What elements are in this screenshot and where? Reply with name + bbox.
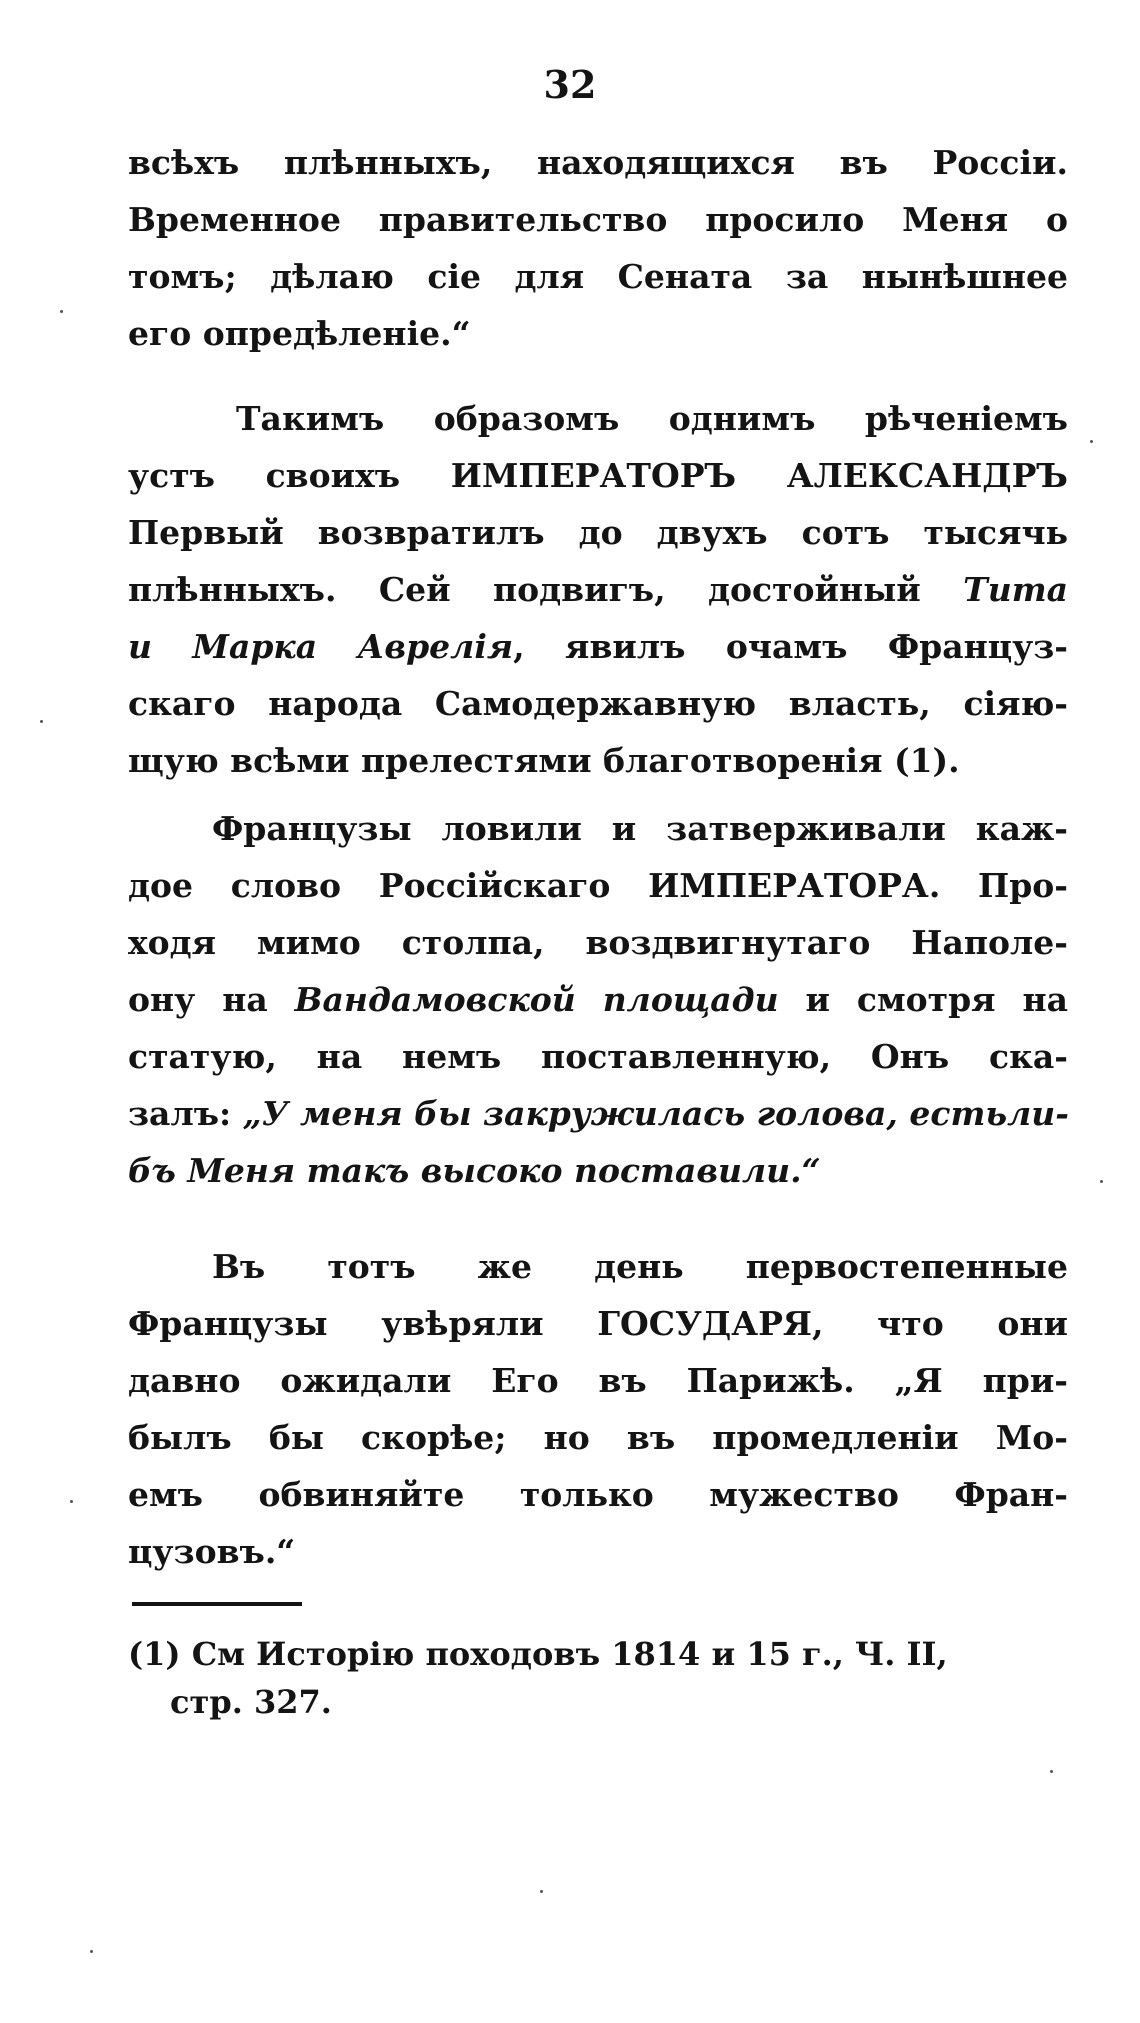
italic-phrase: бъ Меня такъ высоко поставили.“ bbox=[128, 1151, 821, 1190]
footnote-line: стр. 327. bbox=[170, 1683, 332, 1721]
scan-speck bbox=[540, 1890, 543, 1893]
paragraph-3 bbox=[128, 800, 1068, 1199]
text-line: устъ своихъ ИМПЕРАТОРЪ АЛЕКСАНДРЪ bbox=[128, 456, 1068, 495]
text-line: щую всѣми прелестями благотворенія (1). bbox=[128, 741, 960, 780]
footnote bbox=[128, 1630, 1068, 1726]
text-line: цузовъ.“ bbox=[128, 1532, 296, 1571]
italic-phrase: и Марка Аврелія bbox=[128, 627, 514, 666]
scan-speck bbox=[1090, 440, 1093, 443]
text-line: залъ: „У меня бы закружилась голова, естьли- bbox=[128, 1094, 1069, 1133]
text-line: Французы ловили и затверживали каж- bbox=[212, 809, 1068, 848]
italic-phrase: Вандамовской площади bbox=[294, 980, 779, 1019]
text-line: его опредѣленіе.“ bbox=[128, 314, 471, 353]
paragraph-1 bbox=[128, 134, 1068, 362]
scan-speck bbox=[90, 1950, 93, 1953]
text-line: Въ тотъ же день первостепенные bbox=[212, 1247, 1068, 1286]
text-line: Временное правительство просило Меня о bbox=[128, 200, 1068, 239]
text-line: скаго народа Самодержавную власть, сіяю- bbox=[128, 684, 1068, 723]
text-line: былъ бы скорѣе; но въ промедленіи Мо- bbox=[128, 1418, 1068, 1457]
text-line: всѣхъ плѣнныхъ, находящихся въ Россіи. bbox=[128, 143, 1068, 182]
paragraph-2 bbox=[128, 390, 1068, 789]
scan-speck bbox=[40, 720, 43, 723]
text-line: плѣнныхъ. Сей подвигъ, достойный Тита bbox=[128, 570, 1068, 609]
footnote-divider bbox=[132, 1602, 302, 1606]
scan-speck bbox=[60, 310, 63, 313]
italic-phrase: „У меня бы закружилась голова, естьли- bbox=[242, 1094, 1069, 1133]
footnote-line: (1) См Исторію походовъ 1814 и 15 г., Ч. II, bbox=[128, 1635, 948, 1673]
text-line: Французы увѣряли ГОСУДАРЯ, что они bbox=[128, 1304, 1068, 1343]
text-line: и Марка Аврелія, явилъ очамъ Француз- bbox=[128, 627, 1068, 666]
text-line: ону на Вандамовской площади и смотря на bbox=[128, 980, 1069, 1019]
text-line: Первый возвратилъ до двухъ сотъ тысячь bbox=[128, 513, 1068, 552]
scan-speck bbox=[70, 1500, 73, 1503]
text-line: дое слово Россійскаго ИМПЕРАТОРА. Про- bbox=[128, 866, 1068, 905]
text-line bbox=[128, 1142, 1068, 1199]
text-line: статую, на немъ поставленную, Онъ ска- bbox=[128, 1037, 1068, 1076]
text-line: томъ; дѣлаю сіе для Сената за нынѣшнее bbox=[128, 257, 1068, 296]
scan-speck bbox=[1100, 1180, 1103, 1183]
text-line: емъ обвиняйте только мужество Фран- bbox=[128, 1475, 1068, 1514]
italic-phrase: Тита bbox=[963, 570, 1068, 609]
text-line: ходя мимо столпа, воздвигнутаго Наполе- bbox=[128, 923, 1068, 962]
scan-speck bbox=[1050, 1770, 1053, 1773]
text-line: Такимъ образомъ однимъ рѣченіемъ bbox=[236, 399, 1068, 438]
text-line: давно ожидали Его въ Парижѣ. „Я при- bbox=[128, 1361, 1068, 1400]
paragraph-4 bbox=[128, 1238, 1068, 1580]
page-number: 32 bbox=[543, 62, 597, 107]
